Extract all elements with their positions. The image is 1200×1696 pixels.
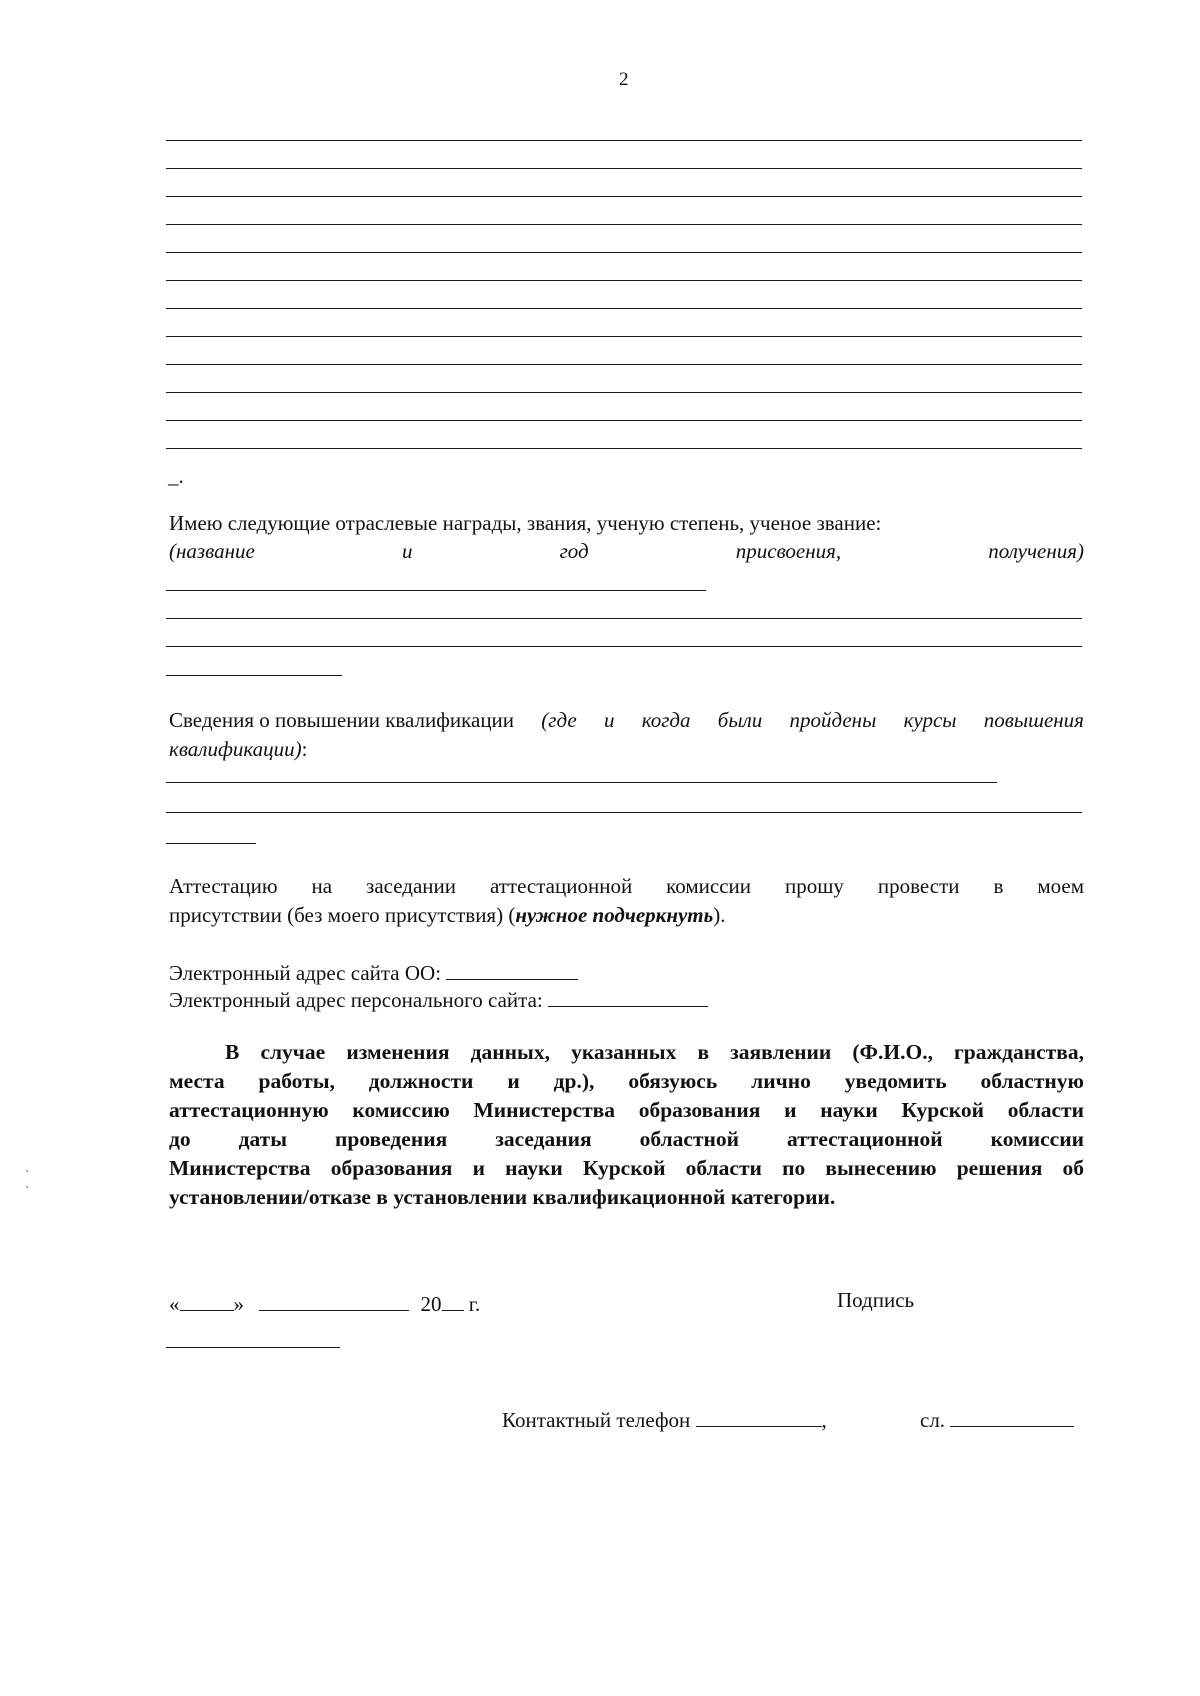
notice-word: и [472,1156,485,1180]
hint-word: (название [169,539,255,563]
open-quote: « [169,1292,180,1316]
blank-line [166,140,1082,141]
notice-word: образования [638,1098,761,1122]
site-row [169,961,578,984]
blank-line [166,646,1082,647]
notice-word: В [225,1040,240,1064]
notice-word: комиссии [990,1127,1084,1151]
site-field[interactable] [446,961,578,980]
blank-line [166,224,1082,225]
notice-word: проведения [334,1127,448,1151]
notice-word: должности [368,1069,474,1093]
notice-word: данных, [470,1040,550,1064]
day-field[interactable] [180,1292,234,1311]
notice-word: аттестационной [787,1127,943,1151]
notice-word: науки [820,1098,878,1122]
notice-word: областной [639,1127,740,1151]
month-field[interactable] [259,1292,409,1311]
date-row [169,1292,480,1315]
phone-field[interactable] [696,1408,822,1427]
attestation-emphasis: нужное подчеркнуть [515,903,714,927]
hint-word: год [559,539,589,563]
notice-word: науки [505,1156,563,1180]
notice-word: уведомить [844,1069,947,1093]
dash-mark: _. [168,464,184,488]
notice-word: образования [330,1156,453,1180]
notice-word: заявлении [730,1040,832,1064]
attestation-line-2 [169,905,725,926]
notice-word: заседания [495,1127,592,1151]
qualification-word: курсы [903,708,957,732]
notice-word: случае [260,1040,326,1064]
personal-site-label: Электронный адрес персонального сайта: [169,988,543,1012]
hint-word: присвоения, [735,539,842,563]
personal-site-field[interactable] [548,988,708,1007]
blank-line [166,782,997,783]
awards-hint [169,541,1084,562]
attestation-word: моем [1037,874,1084,898]
notice-word: обязуюсь [628,1069,718,1093]
blank-line [166,590,706,591]
notice-line [169,1125,1084,1154]
qualification-prefix: Сведения о повышении квалификации [169,708,515,732]
blank-line [166,252,1082,253]
notice-word: области [1007,1098,1084,1122]
site-label: Электронный адрес сайта ОО: [169,961,442,985]
qualification-word: были [717,708,763,732]
blank-line [166,308,1082,309]
page-number: 2 [619,69,629,90]
attestation-word: заседании [366,874,456,898]
attestation-word: аттестационной [489,874,633,898]
notice-word: лично [751,1069,811,1093]
notice-word: области [685,1156,762,1180]
notice-word: решения [956,1156,1043,1180]
blank-line [166,812,1082,813]
blank-line [166,168,1082,169]
qualification-word: и [603,708,615,732]
signature-label: Подпись [837,1288,915,1312]
notice-line [169,1067,1084,1096]
qualification-word: когда [641,708,691,732]
attestation-word: на [311,874,333,898]
notice-word: указанных [571,1040,677,1064]
notice-paragraph [169,1038,1084,1212]
notice-word: Курской [901,1098,984,1122]
notice-word: Министерства [169,1156,311,1180]
attestation-word: прошу [785,874,844,898]
notice-last-line: установлении/отказе в установлении квалификационной категории. [169,1185,836,1209]
blank-line [166,448,1082,449]
notice-word: об [1062,1156,1084,1180]
notice-line [169,1154,1084,1183]
notice-word: и [507,1069,520,1093]
year-prefix: 20 [420,1292,442,1316]
close-quote: » [233,1292,244,1316]
phone-comma: , [821,1408,827,1432]
blank-line [166,420,1082,421]
qualification-colon: : [301,737,308,761]
notice-word: (Ф.И.О., [852,1040,933,1064]
blank-line [166,280,1082,281]
notice-word: вынесению [825,1156,937,1180]
notice-word: места [169,1069,225,1093]
hint-word: и [401,539,413,563]
notice-word: комиссию [352,1098,450,1122]
year-suffix: г. [463,1292,481,1316]
blank-line [166,675,342,676]
notice-word: и [784,1098,797,1122]
notice-word: в [697,1040,710,1064]
notice-word: Курской [582,1156,666,1180]
attestation-word: в [993,874,1004,898]
notice-word: аттестационную [169,1098,329,1122]
notice-word: по [782,1156,806,1180]
phone-row [502,1408,827,1431]
blank-line [166,196,1082,197]
blank-line [166,336,1082,337]
blank-line [166,392,1082,393]
notice-word: гражданства, [954,1040,1084,1064]
attestation-suffix: ). [713,903,726,927]
scan-speck [26,1186,28,1188]
attestation-line-1 [169,876,1084,897]
blank-line [166,843,256,844]
notice-word: работы, [258,1069,335,1093]
notice-word: изменения [346,1040,450,1064]
notice-line [169,1096,1084,1125]
work-phone-row [920,1408,1074,1431]
qualification-word: повышения [983,708,1084,732]
hint-word: получения) [988,539,1084,563]
signature-line [166,1347,340,1348]
notice-word: до [169,1127,191,1151]
work-phone-field[interactable] [950,1408,1074,1427]
scan-speck [26,1170,28,1172]
attestation-word: комиссии [666,874,752,898]
notice-line [169,1038,1084,1067]
notice-word: Министерства [473,1098,616,1122]
qualification-line-2 [169,739,308,760]
attestation-word: Аттестацию [169,874,278,898]
work-phone-label: сл. [920,1408,946,1432]
year-field[interactable] [442,1292,464,1311]
notice-word: областную [980,1069,1084,1093]
personal-site-row [169,988,708,1011]
qualification-line-1 [169,710,1084,731]
attestation-word: провести [877,874,960,898]
notice-word: др.), [553,1069,595,1093]
attestation-prefix: присутствии (без моего присутствия) ( [169,903,516,927]
notice-word: даты [238,1127,288,1151]
qualification-italic: квалификации) [169,737,302,761]
blank-line [166,364,1082,365]
awards-heading: Имею следующие отраслевые награды, звания, ученую степень, ученое звание: [169,511,882,535]
qualification-word: (где [541,708,577,732]
phone-label: Контактный телефон [502,1408,691,1432]
qualification-word: пройдены [789,708,877,732]
blank-line [166,618,1082,619]
